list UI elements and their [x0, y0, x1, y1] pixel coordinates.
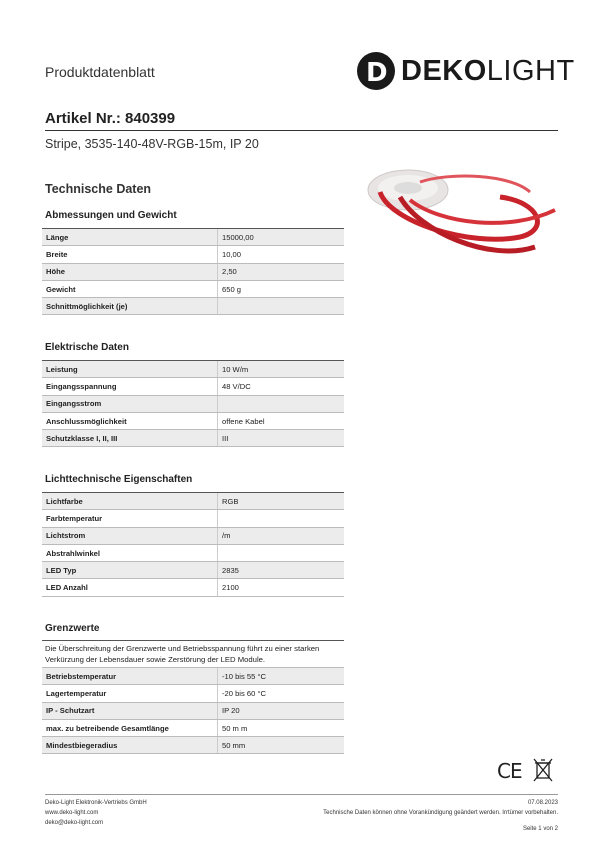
spec-label: IP - Schutzart: [42, 702, 218, 719]
table-row: [42, 378, 344, 395]
table-row: [42, 280, 344, 297]
section-title-lighting: Lichttechnische Eigenschaften: [45, 474, 193, 485]
spec-value: /m: [218, 527, 345, 544]
spec-value: 2835: [218, 562, 345, 579]
spec-label: LED Anzahl: [42, 579, 218, 596]
spec-table-limits: [42, 668, 344, 754]
spec-label: Lichtfarbe: [42, 493, 218, 510]
spec-value: 48 V/DC: [218, 378, 345, 395]
table-row: [42, 719, 344, 736]
spec-value: -20 bis 60 °C: [218, 685, 345, 702]
logo-mark: [357, 52, 395, 90]
section-divider: [42, 640, 344, 641]
spec-value: [218, 544, 345, 561]
footer-divider: [45, 794, 558, 795]
spec-label: Schutzklasse I, II, III: [42, 430, 218, 447]
spec-label: Schnittmöglichkeit (je): [42, 298, 218, 315]
table-row: [42, 229, 344, 246]
spec-label: LED Typ: [42, 562, 218, 579]
section-title-dimensions: Abmessungen und Gewicht: [45, 210, 177, 221]
table-row: [42, 685, 344, 702]
table-row: [42, 702, 344, 719]
logo-mark-letter: D: [366, 58, 388, 88]
table-row: [42, 298, 344, 315]
spec-label: Lichtstrom: [42, 527, 218, 544]
article-description: Stripe, 3535-140-48V-RGB-15m, IP 20: [45, 137, 259, 151]
spec-label: Lagertemperatur: [42, 685, 218, 702]
table-row: [42, 430, 344, 447]
spec-label: Abstrahlwinkel: [42, 544, 218, 561]
logo-text-light: LIGHT: [486, 55, 575, 87]
table-row: [42, 395, 344, 412]
table-row: [42, 737, 344, 754]
spec-value: offene Kabel: [218, 412, 345, 429]
spec-value: [218, 395, 345, 412]
spec-value: RGB: [218, 493, 345, 510]
footer-company: Deko-Light Elektronik-Vertriebs GmbH: [45, 800, 147, 806]
weee-bin-icon: [533, 757, 553, 783]
table-row: [42, 510, 344, 527]
header-divider: [45, 130, 558, 131]
section-title-limits: Grenzwerte: [45, 623, 100, 634]
spec-label: Länge: [42, 229, 218, 246]
table-row: [42, 246, 344, 263]
table-row: [42, 263, 344, 280]
table-row: [42, 562, 344, 579]
spec-table-lighting: [42, 493, 344, 597]
certification-marks: [497, 757, 557, 783]
footer-email[interactable]: deko@deko-light.com: [45, 820, 104, 826]
footer-page-number: Seite 1 von 2: [522, 826, 558, 832]
footer-website[interactable]: www.deko-light.com: [45, 810, 99, 816]
table-row: [42, 668, 344, 685]
logo-wordmark: [401, 55, 575, 88]
spec-label: Farbtemperatur: [42, 510, 218, 527]
document-type: Produktdatenblatt: [45, 64, 155, 80]
footer-date: 07.08.2023: [527, 800, 558, 806]
spec-value: 15000,00: [218, 229, 345, 246]
article-number: Artikel Nr.: 840399: [45, 110, 176, 127]
footer-disclaimer: Technische Daten können ohne Vorankündigung geändert werden. Irrtümer vorbehalten.: [323, 810, 558, 816]
table-row: [42, 493, 344, 510]
spec-value: 50 mm: [218, 737, 345, 754]
spec-value: 50 m m: [218, 719, 345, 736]
spec-label: Eingangsspannung: [42, 378, 218, 395]
spec-value: III: [218, 430, 345, 447]
spec-label: Gewicht: [42, 280, 218, 297]
spec-value: [218, 510, 345, 527]
spec-value: 10 W/m: [218, 361, 345, 378]
spec-value: 650 g: [218, 280, 345, 297]
logo-text-bold: DEKO: [401, 55, 487, 87]
spec-label: Höhe: [42, 263, 218, 280]
spec-table-electrical: [42, 361, 344, 447]
ce-mark-icon: CE: [497, 759, 522, 783]
spec-label: Mindestbiegeradius: [42, 737, 218, 754]
spec-label: Betriebstemperatur: [42, 668, 218, 685]
table-row: [42, 527, 344, 544]
spec-label: Eingangsstrom: [42, 395, 218, 412]
table-row: [42, 544, 344, 561]
spec-value: 2100: [218, 579, 345, 596]
led-strip-product-image: [360, 162, 560, 272]
table-row: [42, 579, 344, 596]
section-title-electrical: Elektrische Daten: [45, 342, 129, 353]
limits-note: Die Überschreitung der Grenzwerte und Betriebsspannung führt zu einer starken Verkürzung der Lebensdauer sowie Zerstörung der LED Module.: [45, 644, 320, 664]
spec-value: 10,00: [218, 246, 345, 263]
deko-light-logo-icon: [357, 52, 575, 90]
table-row: [42, 412, 344, 429]
spec-label: max. zu betreibende Gesamtlänge: [42, 719, 218, 736]
technical-data-heading: Technische Daten: [45, 182, 152, 196]
spec-label: Breite: [42, 246, 218, 263]
spec-table-dimensions: [42, 229, 344, 315]
spec-value: IP 20: [218, 702, 345, 719]
table-row: [42, 361, 344, 378]
spec-value: -10 bis 55 °C: [218, 668, 345, 685]
spec-value: 2,50: [218, 263, 345, 280]
spec-label: Leistung: [42, 361, 218, 378]
spec-label: Anschlussmöglichkeit: [42, 412, 218, 429]
spec-value: [218, 298, 345, 315]
